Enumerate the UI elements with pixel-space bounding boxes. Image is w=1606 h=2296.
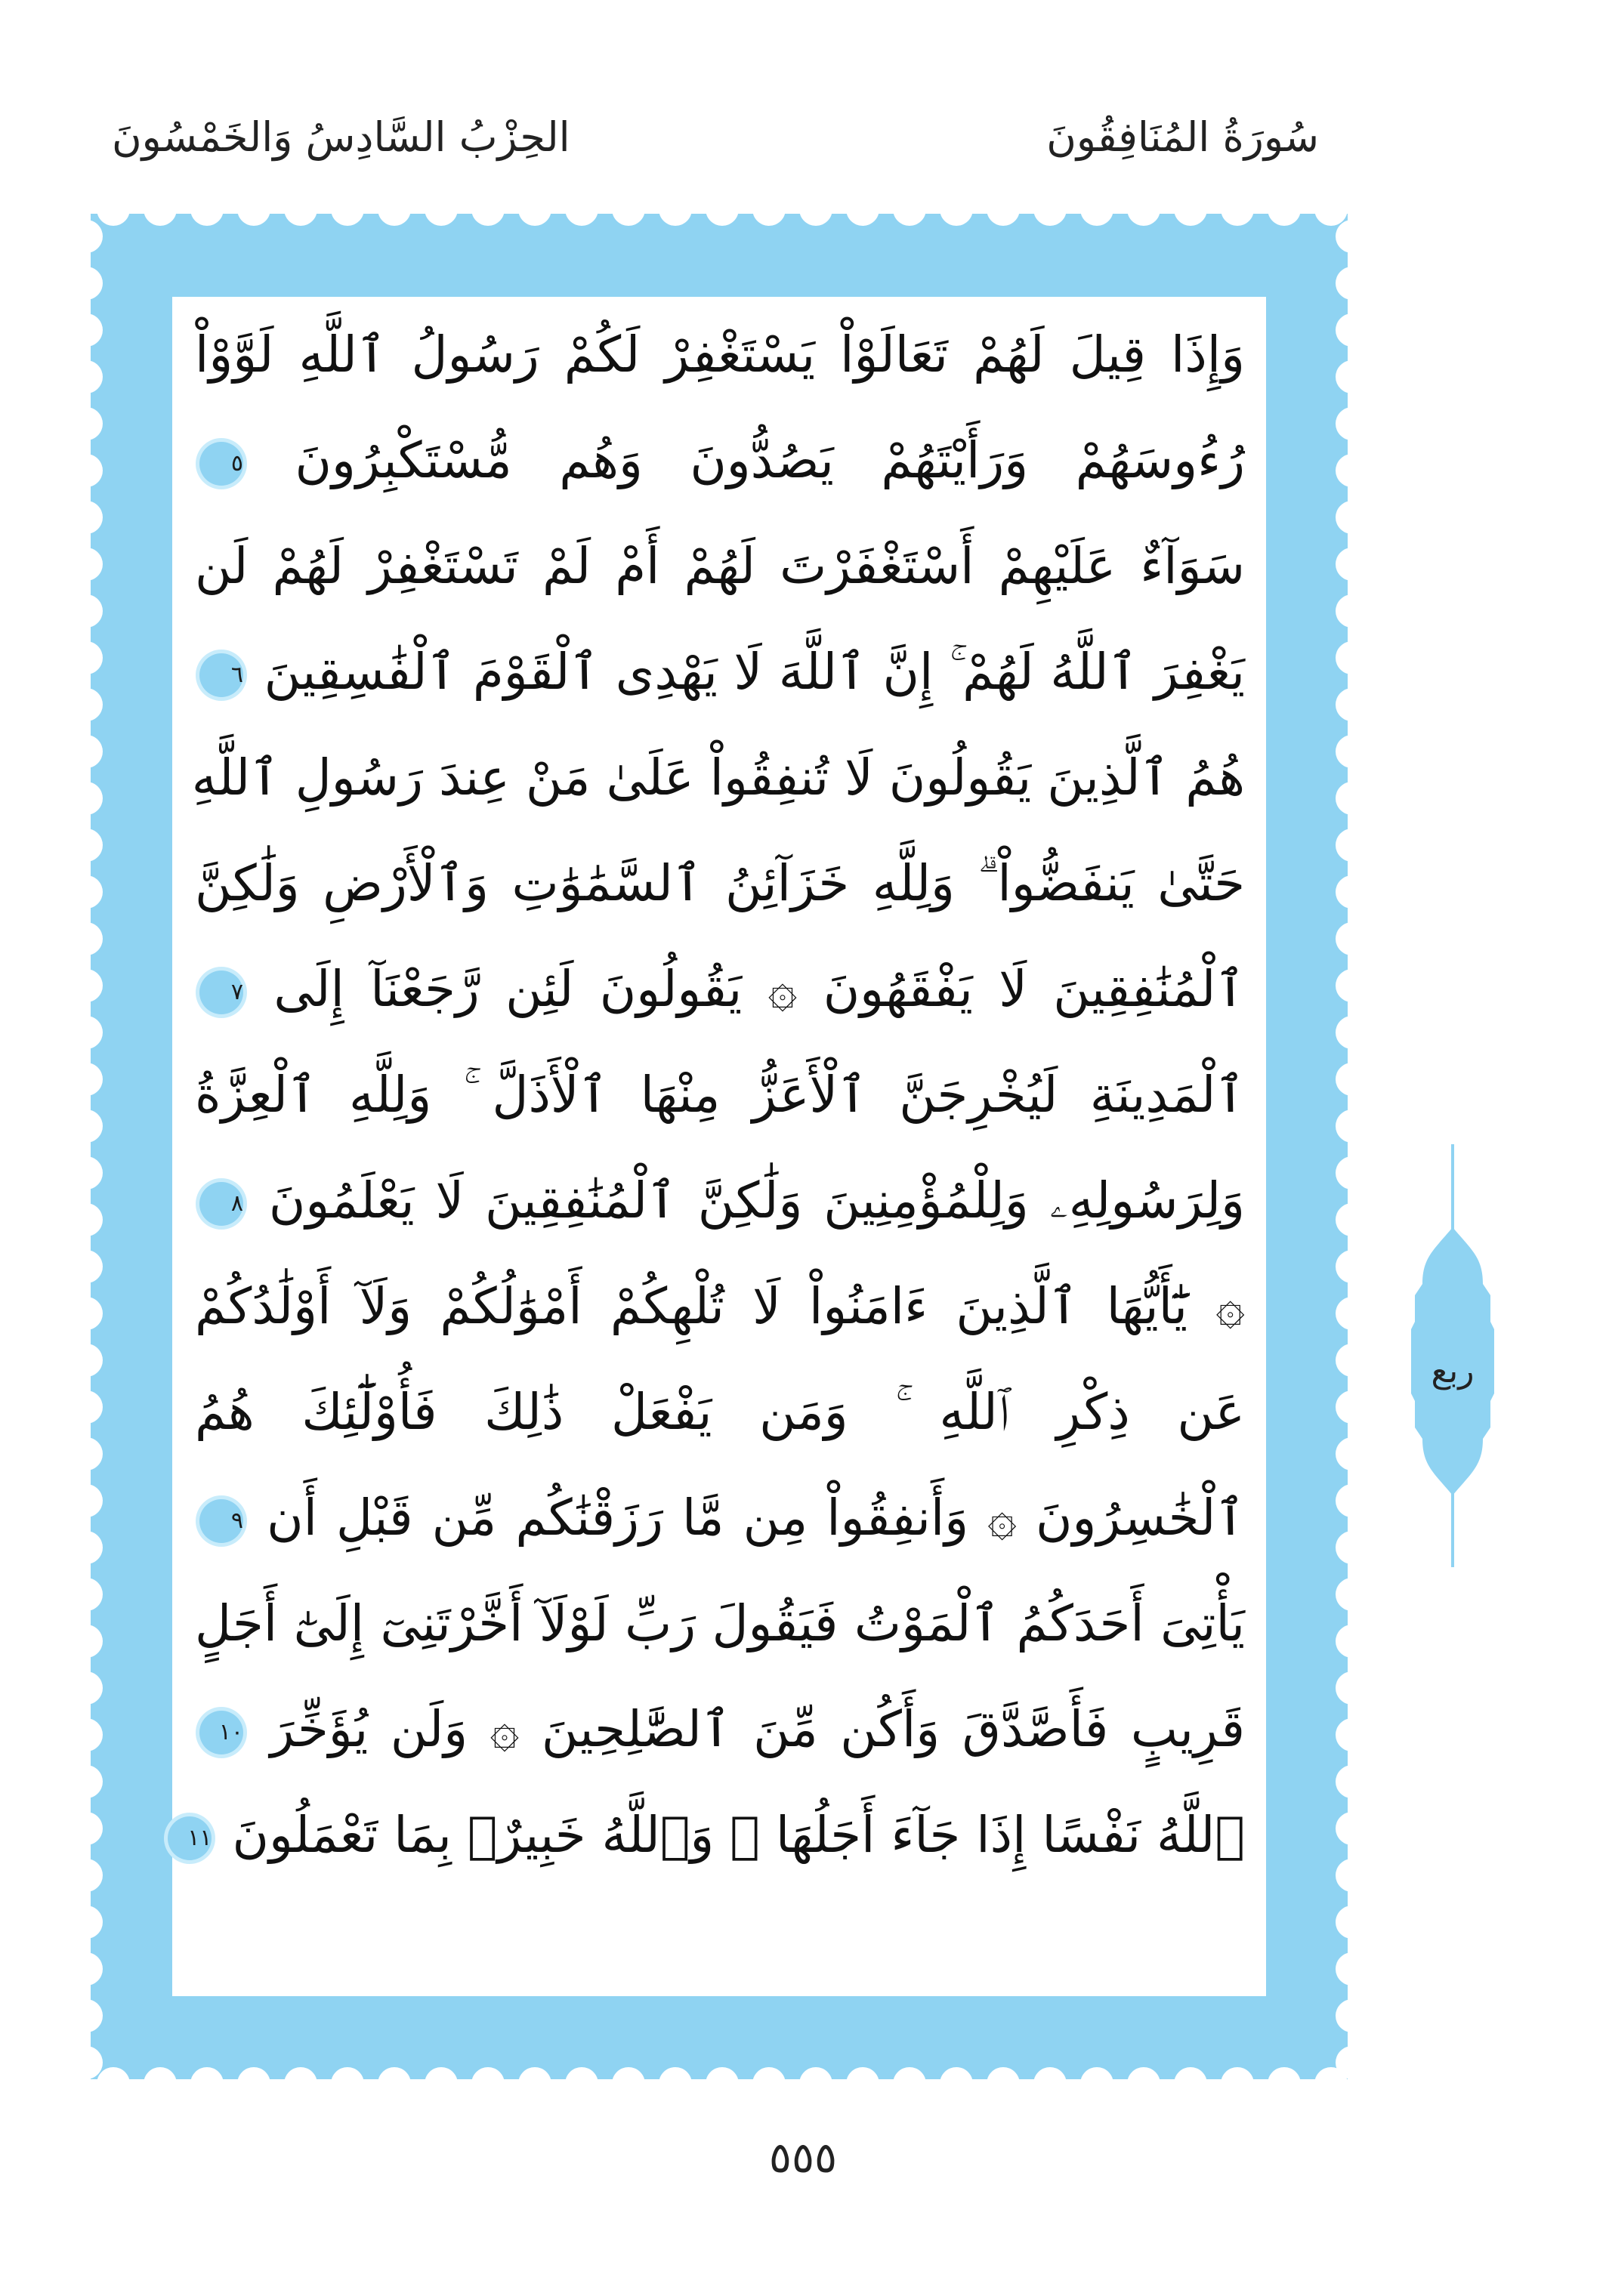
verse-line-text: قَرِيبٍ فَأَصَّدَّقَ وَأَكُن مِّنَ ٱلصَّٰلِحِينَ ۞ وَلَن يُؤَخِّرَ xyxy=(270,1700,1246,1758)
verse-line-text: عَن ذِكْرِ ٱللَّهِ ۚ وَمَن يَفْعَلْ ذَٰلِكَ فَأُوْلَٰٓئِكَ هُمُ xyxy=(195,1383,1245,1441)
hizb-title: الحِزْبُ السَّادِسُ وَالخَمْسُونَ xyxy=(112,113,570,161)
ayah-number-marker: ١٠ xyxy=(199,1711,243,1754)
surah-title: سُورَةُ المُنَافِقُونَ xyxy=(1046,113,1319,161)
verse-line xyxy=(195,1465,1245,1571)
ayah-number-marker: ٥ xyxy=(199,442,243,486)
verse-line xyxy=(195,1359,1245,1465)
verse-line xyxy=(195,1677,1245,1782)
verse-line-text: هُمُ ٱلَّذِينَ يَقُولُونَ لَا تُنفِقُواْ عَلَىٰ مَنْ عِندَ رَسُولِ ٱللَّهِ xyxy=(191,748,1245,807)
ayah-number-marker: ٨ xyxy=(199,1182,243,1226)
verse-line xyxy=(195,1042,1245,1148)
verse-line xyxy=(195,619,1245,725)
verse-line-text: ٱلْخَٰسِرُونَ ۞ وَأَنفِقُواْ مِن مَّا رَزَقْنَٰكُم مِّن قَبْلِ أَن xyxy=(267,1489,1245,1547)
verse-line xyxy=(195,514,1245,619)
verse-line xyxy=(191,725,1245,831)
verse-line-text: سَوَآءٌ عَلَيْهِمْ أَسْتَغْفَرْتَ لَهُمْ أَمْ لَمْ تَسْتَغْفِرْ لَهُمْ لَن xyxy=(195,537,1245,595)
verse-line-text: ۞ يَٰٓأَيُّهَا ٱلَّذِينَ ءَامَنُواْ لَا تُلْهِكُمْ أَمْوَٰلُكُمْ وَلَآ أَوْلَٰدُكُمْ xyxy=(195,1277,1245,1335)
verse-line xyxy=(195,1571,1245,1677)
ayah-number-marker: ٧ xyxy=(199,971,243,1014)
page-number: ٥٥٥ xyxy=(768,2134,838,2183)
verse-line xyxy=(187,1782,1245,1888)
ayah-number-marker: ٦ xyxy=(199,653,243,697)
verse-line xyxy=(195,1254,1245,1359)
ayah-number-marker: ١١ xyxy=(168,1816,212,1860)
verse-line-text: رُءُوسَهُمْ وَرَأَيْتَهُمْ يَصُدُّونَ وَهُم مُّسْتَكْبِرُونَ xyxy=(295,431,1245,489)
verse-line xyxy=(195,937,1245,1042)
ayah-number-marker: ٩ xyxy=(199,1499,243,1543)
verse-line-text: ٱلْمُنَٰفِقِينَ لَا يَفْقَهُونَ ۞ يَقُولُونَ لَئِن رَّجَعْنَآ إِلَى xyxy=(273,960,1245,1018)
verse-line-text: يَغْفِرَ ٱللَّهُ لَهُمْ ۚ إِنَّ ٱللَّهَ لَا يَهْدِى ٱلْقَوْمَ ٱلْفَٰسِقِينَ xyxy=(264,643,1245,701)
verse-line xyxy=(195,408,1245,514)
quarter-label: ربع xyxy=(1431,1352,1475,1390)
verse-line-text: وَإِذَا قِيلَ لَهُمْ تَعَالَوْاْ يَسْتَغْفِرْ لَكُمْ رَسُولُ ٱللَّهِ لَوَّوْاْ xyxy=(195,326,1245,384)
verse-line-text: حَتَّىٰ يَنفَضُّواْ ۗ وَلِلَّهِ خَزَآئِنُ ٱلسَّمَٰوَٰتِ وَٱلْأَرْضِ وَلَٰكِنَّ xyxy=(195,854,1245,912)
verse-line-text: ٱللَّهُ نَفْسًا إِذَا جَآءَ أَجَلُهَا ۚ وَٱللَّهُ خَبِيرٌۢ بِمَا تَعْمَلُونَ xyxy=(232,1806,1245,1864)
verse-line xyxy=(195,1148,1245,1254)
verse-line-text: ٱلْمَدِينَةِ لَيُخْرِجَنَّ ٱلْأَعَزُّ مِنْهَا ٱلْأَذَلَّ ۚ وَلِلَّهِ ٱلْعِزَّةُ xyxy=(195,1066,1245,1124)
quran-text-block xyxy=(187,302,1246,1994)
verse-line xyxy=(195,831,1245,937)
verse-line-text: يَأْتِىَ أَحَدَكُمُ ٱلْمَوْتُ فَيَقُولَ رَبِّ لَوْلَآ أَخَّرْتَنِىٓ إِلَىٰٓ أَجَلٍ xyxy=(195,1594,1245,1653)
verse-line-text: وَلِرَسُولِهِۦ وَلِلْمُؤْمِنِينَ وَلَٰكِنَّ ٱلْمُنَٰفِقِينَ لَا يَعْلَمُونَ xyxy=(268,1171,1245,1230)
verse-line xyxy=(195,302,1245,408)
